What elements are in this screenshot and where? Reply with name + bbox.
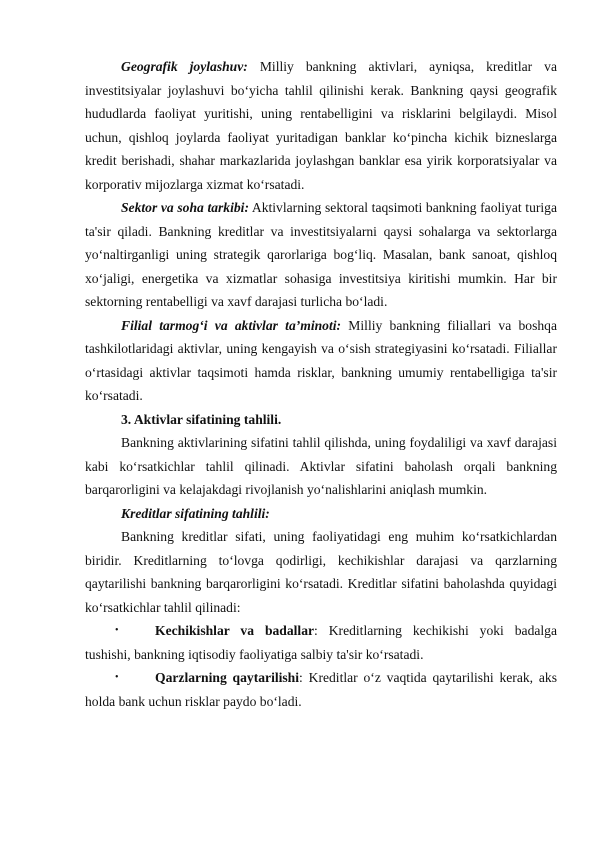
bullet-list bbox=[85, 619, 557, 713]
paragraph-aktivlar-sifati: Bankning aktivlarining sifatini tahlil qilishda, uning foydaliligi va xavf darajasi kabi ko‘rsatkichlar tahlil qilinadi. Aktivlar sifatini baholash orqali bankning barqarorligini va kelajakdagi rivojlanish yo‘nalishlarini aniqlash mumkin. bbox=[85, 435, 557, 497]
subsection-heading: Kreditlar sifatining tahlili: bbox=[121, 505, 270, 521]
paragraph-text: Milliy bankning aktivlari, ayniqsa, kreditlar va investitsiyalar joylashuvi bo‘yicha tahlil qilinishi kerak. Bankning qaysi geografik hududlarda faoliyat yuritishi, uning rentabelligini va risklarini belgilaydi. Misol uchun, qishloq joylarda faoliyat yuritadigan banklar ko‘pincha kichik bizneslarga kredit berishadi, shahar markazlarida joylashgan banklar esa yirik korporatsiyalar va korporativ mijozlarga xizmat ko‘rsatadi. bbox=[85, 59, 558, 192]
list-item bbox=[85, 619, 557, 666]
paragraph-lead: Filial tarmog‘i va aktivlar ta’minoti: bbox=[121, 317, 342, 333]
paragraph-kreditlar-sifati: Bankning kreditlar sifati, uning faoliyatidagi eng muhim ko‘rsatkichlardan biridir. Kreditlarning to‘lovga qodirligi, kechikishlar darajasi va qarzlarning qaytarilishi bankning barqarorligini ko‘rsatadi. Kreditlar sifatini baholashda quyidagi ko‘rsatkichlar tahlil qilinadi: bbox=[85, 529, 557, 615]
bullet-icon: • bbox=[115, 672, 119, 683]
list-item-term: Kechikishlar va badallar bbox=[155, 623, 315, 638]
document-page bbox=[85, 55, 557, 713]
list-item-term: Qarzlarning qaytarilishi bbox=[155, 670, 300, 685]
section-heading: 3. Aktivlar sifatining tahlili. bbox=[121, 411, 282, 427]
bullet-icon: • bbox=[115, 625, 119, 636]
paragraph-filial bbox=[85, 314, 557, 408]
paragraph-lead: Geografik joylashuv: bbox=[121, 59, 248, 74]
list-item bbox=[85, 666, 557, 713]
paragraph-lead: Sektor va soha tarkibi: bbox=[121, 200, 249, 215]
paragraph-geografik bbox=[85, 55, 557, 196]
paragraph-text: Milliy bankning filiallari va boshqa tashkilotlaridagi aktivlar, uning kengayish va o‘sish strategiyasini ko‘rsatadi. Filiallar o‘rtasidagi aktivlar taqsimoti hamda risklar, bankning umumiy rentabelligiga ta'sir ko‘rsatadi. bbox=[85, 317, 557, 403]
list-item-text: : Kreditlar o‘z vaqtida qaytarilishi kerak, aks holda bank uchun risklar paydo bo‘ladi. bbox=[85, 670, 558, 709]
paragraph-sektor bbox=[85, 196, 557, 314]
list-item-text: : Kreditlarning kechikishi yoki badalga tushishi, bankning iqtisodiy faoliyatiga salbiy ta'sir ko‘rsatadi. bbox=[85, 623, 558, 662]
paragraph-text: Aktivlarning sektoral taqsimoti bankning faoliyat turiga ta'sir qiladi. Bankning kreditlar va investitsiyalarni qaysi sohalarga va sektorlarga yo‘naltirganligi uning strategik qarorlariga bog‘liq. Masalan, bank sanoat, qishloq xo‘jaligi, energetika va xizmatlar sohasiga investitsiya kiritishi mumkin. Har bir sektorning rentabelligi va xavf darajasi turlicha bo‘ladi. bbox=[85, 200, 558, 309]
